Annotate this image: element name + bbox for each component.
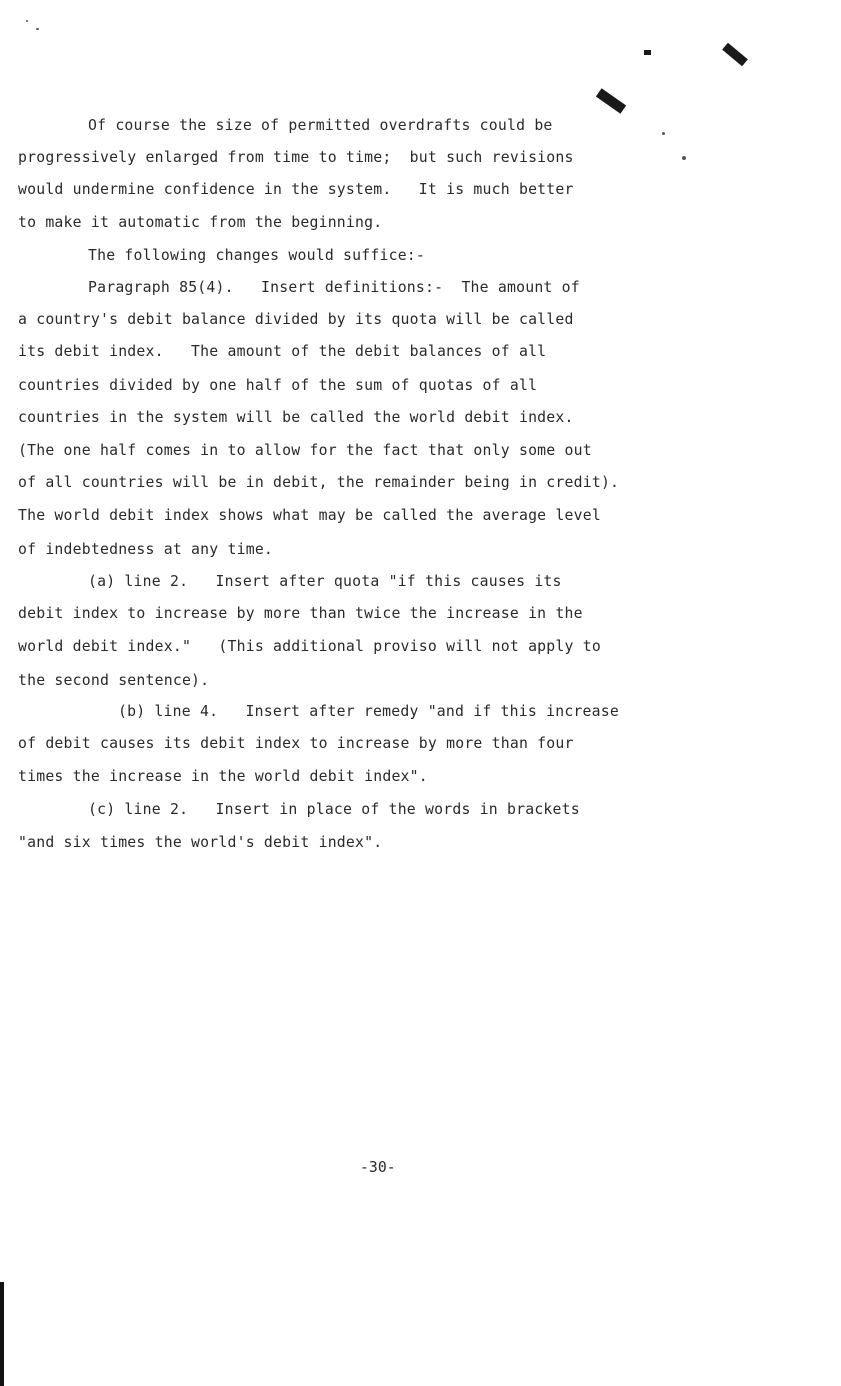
- ink-speck: [682, 156, 686, 160]
- ink-smudge: [644, 50, 651, 55]
- ink-speck: [36, 28, 39, 30]
- text-line: The world debit index shows what may be called the average level: [18, 507, 601, 524]
- text-line: Paragraph 85(4). Insert definitions:- The amount of: [88, 279, 580, 296]
- text-line: "and six times the world's debit index".: [18, 834, 383, 851]
- ink-speck: [662, 132, 665, 135]
- text-line: of all countries will be in debit, the remainder being in credit).: [18, 474, 620, 491]
- text-line: (b) line 4. Insert after remedy "and if this increase: [118, 703, 619, 720]
- text-line: of indebtedness at any time.: [18, 541, 274, 558]
- text-line: world debit index." (This additional proviso will not apply to: [18, 638, 601, 655]
- text-line: the second sentence).: [18, 672, 210, 689]
- text-line: progressively enlarged from time to time; but such revisions: [18, 149, 574, 166]
- ink-smudge: [722, 43, 748, 67]
- text-line: The following changes would suffice:-: [88, 247, 426, 264]
- scan-edge-bar: [0, 1282, 4, 1386]
- text-line: times the increase in the world debit index".: [18, 768, 428, 785]
- text-line: a country's debit balance divided by its quota will be called: [18, 311, 574, 328]
- ink-speck: [26, 20, 28, 22]
- text-line: debit index to increase by more than twice the increase in the: [18, 605, 583, 622]
- ink-smudge: [596, 88, 626, 113]
- text-line: countries divided by one half of the sum of quotas of all: [18, 377, 538, 394]
- text-line: its debit index. The amount of the debit balances of all: [18, 343, 547, 360]
- text-line: countries in the system will be called the world debit index.: [18, 409, 574, 426]
- text-line: (c) line 2. Insert in place of the words in brackets: [88, 801, 580, 818]
- text-line: to make it automatic from the beginning.: [18, 214, 383, 231]
- text-line: (The one half comes in to allow for the fact that only some out: [18, 442, 592, 459]
- text-line: of debit causes its debit index to increase by more than four: [18, 735, 574, 752]
- text-line: (a) line 2. Insert after quota "if this causes its: [88, 573, 562, 590]
- page-number: -30-: [360, 1159, 396, 1176]
- text-line: would undermine confidence in the system. It is much better: [18, 181, 574, 198]
- text-line: Of course the size of permitted overdrafts could be: [88, 117, 553, 134]
